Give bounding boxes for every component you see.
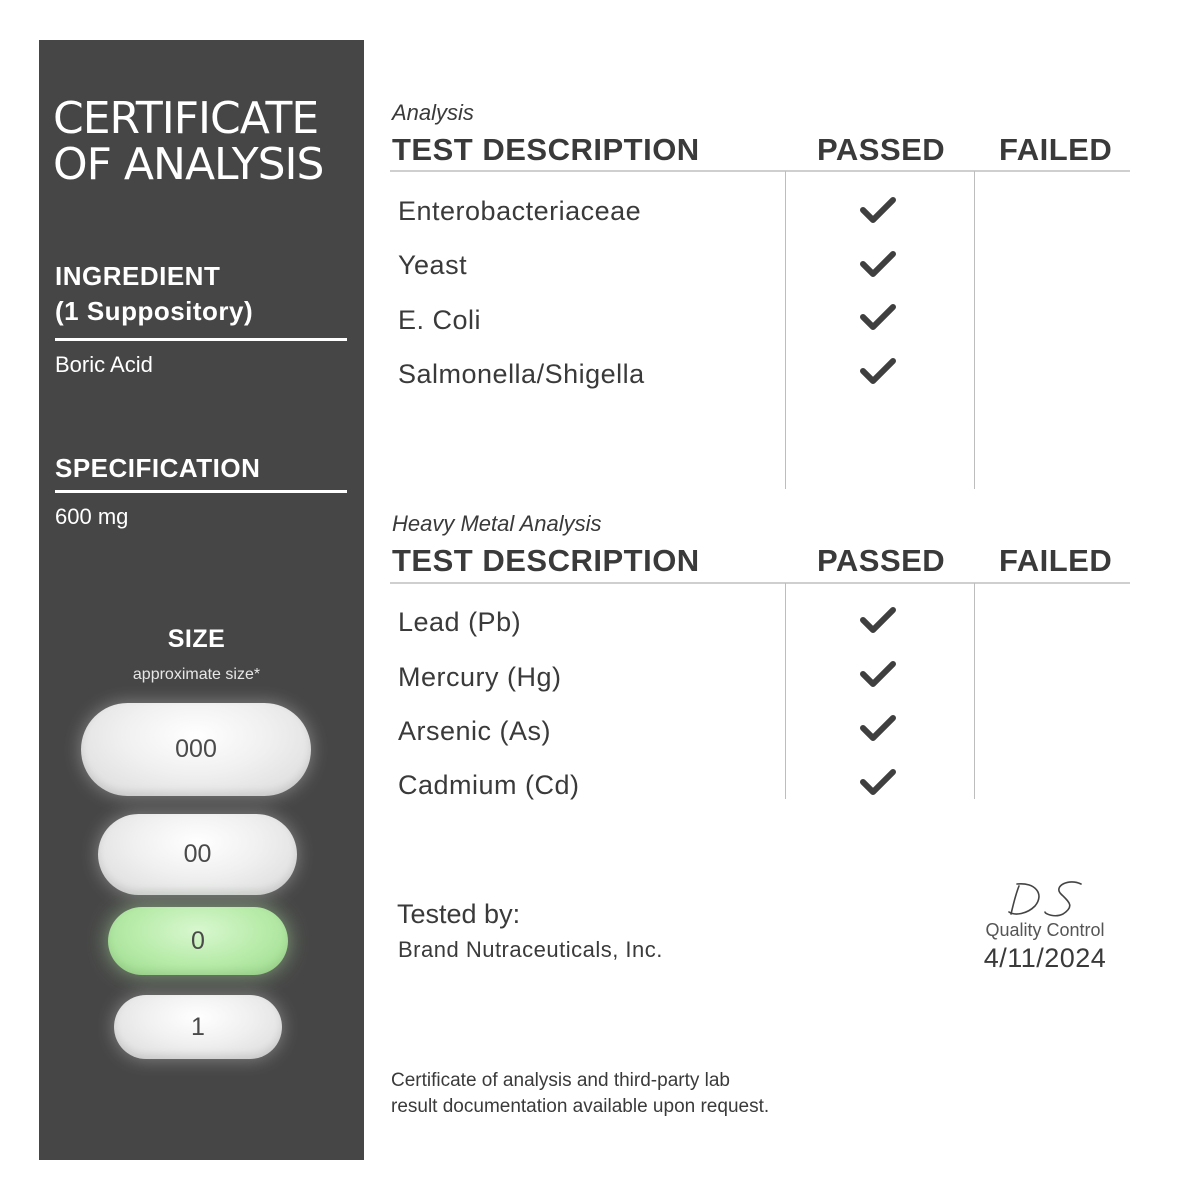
- certificate-title: [53, 93, 324, 190]
- signature-image: [1005, 876, 1095, 920]
- analysis-header-failed: FAILED: [999, 132, 1113, 167]
- ingredient-label-line-2: (1 Suppository): [55, 296, 254, 326]
- checkmark-icon: [858, 605, 898, 637]
- ingredient-divider: [55, 338, 347, 341]
- analysis-row-yeast: Yeast: [398, 250, 468, 280]
- size-note: approximate size*: [132, 666, 261, 683]
- analysis-failed-column-divider: [974, 171, 975, 489]
- ingredient-value: Boric Acid: [55, 352, 153, 377]
- tested-by-value: Brand Nutraceuticals, Inc.: [398, 937, 663, 962]
- analysis-row-salmonella-shigella: Salmonella/Shigella: [398, 359, 645, 389]
- checkmark-icon: [858, 356, 898, 388]
- analysis-row-e-coli: E. Coli: [398, 305, 482, 335]
- specification-divider: [55, 490, 347, 493]
- heavy-metal-passed-column-divider: [785, 583, 786, 799]
- analysis-row-enterobacteriaceae: Enterobacteriaceae: [398, 196, 642, 226]
- checkmark-icon: [858, 713, 898, 745]
- size-label: SIZE: [167, 625, 226, 653]
- checkmark-icon: [858, 195, 898, 227]
- checkmark-icon: [858, 249, 898, 281]
- heavy-metal-row-lead: Lead (Pb): [398, 607, 522, 637]
- analysis-passed-column-divider: [785, 171, 786, 489]
- quality-control-label: Quality Control: [985, 920, 1105, 940]
- title-line-1: CERTIFICATE: [53, 93, 319, 144]
- analysis-header-rule: [390, 170, 1130, 172]
- heavy-metal-row-cadmium: Cadmium (Cd): [398, 770, 580, 800]
- ingredient-label: [55, 259, 253, 329]
- ingredient-label-line-1: INGREDIENT: [55, 261, 221, 291]
- checkmark-icon: [858, 302, 898, 334]
- heavy-metal-header-rule: [390, 582, 1130, 584]
- footnote: [391, 1068, 911, 1120]
- heavy-metal-header-passed: PASSED: [817, 543, 946, 578]
- specification-label: SPECIFICATION: [55, 453, 261, 483]
- footnote-line-2: result documentation available upon request.: [391, 1096, 770, 1117]
- heavy-metal-caption: Heavy Metal Analysis: [392, 511, 602, 536]
- capsule-size-00: 00: [98, 814, 297, 895]
- capsule-size-1: 1: [114, 995, 282, 1059]
- heavy-metal-header-description: TEST DESCRIPTION: [392, 543, 700, 578]
- capsule-size-0: 0: [108, 907, 288, 975]
- heavy-metal-row-mercury: Mercury (Hg): [398, 662, 562, 692]
- analysis-header-passed: PASSED: [817, 132, 946, 167]
- tested-by-label: Tested by:: [397, 899, 521, 929]
- title-line-2: OF ANALYSIS: [53, 139, 324, 190]
- checkmark-icon: [858, 659, 898, 691]
- footnote-line-1: Certificate of analysis and third-party lab: [391, 1070, 730, 1091]
- heavy-metal-failed-column-divider: [974, 583, 975, 799]
- heavy-metal-header-failed: FAILED: [999, 543, 1113, 578]
- heavy-metal-row-arsenic: Arsenic (As): [398, 716, 552, 746]
- analysis-caption: Analysis: [392, 100, 474, 125]
- sidebar-panel: [39, 40, 364, 1160]
- analysis-header-description: TEST DESCRIPTION: [392, 132, 700, 167]
- specification-value: 600 mg: [55, 504, 129, 529]
- quality-control-date: 4/11/2024: [983, 943, 1107, 973]
- checkmark-icon: [858, 767, 898, 799]
- capsule-size-000: 000: [81, 703, 311, 796]
